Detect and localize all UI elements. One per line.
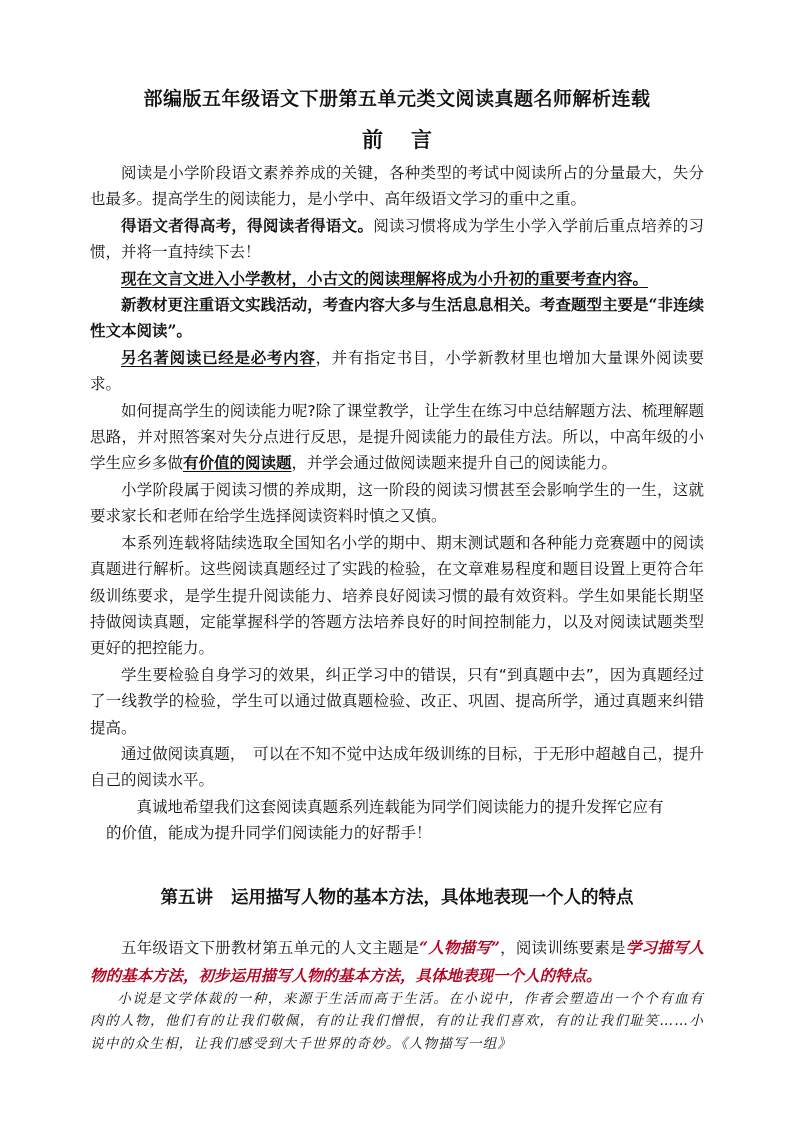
underlined-note: 现在文言文进入小学教材，小古文的阅读理解将成为小升初的重要考查内容。 — [121, 268, 649, 288]
paragraph-4 — [90, 292, 704, 345]
theme-mid: ，阅读训练要素是 — [499, 939, 626, 957]
paragraph-1: 阅读是小学阶段语文素养养成的关键，各种类型的考试中阅读所占的分量最大，失分也最多。提高学生的阅读能力，是小学中、高年级语文学习的重中之重。 — [90, 164, 704, 209]
paragraph-6 — [90, 398, 704, 477]
underlined-valuable: 有价值的阅读题 — [183, 453, 292, 473]
paragraph-2-rest: 阅读习惯将成为学生小学入学前后重点培养的习惯，并将一直持续下去！ — [90, 216, 704, 262]
paragraph-6-c: ，并学会通过做阅读题来提升自己的阅读能力。 — [291, 454, 618, 473]
bold-slogan: 得语文者得高考，得阅读者得语文。 — [121, 215, 374, 235]
paragraph-11-b: 的价值，能成为提升同学们阅读能力的好帮手！ — [106, 824, 432, 843]
paragraph-5-rest: ，并有指定书目，小学新教材里也增加大量课外阅读要求。 — [90, 348, 704, 394]
requirement-highlight: 学习描写人物的基本方法，初步运用描写人物的基本方法，具体地表现一个人的特点。 — [90, 938, 704, 985]
paragraph-5 — [90, 345, 704, 398]
paragraph-9: 学生要检验自身学习的效果，纠正学习中的错误，只有“到真题中去”，因为真题经过了一线教学的检验，学生可以通过做真题检验、改正、巩固、提高所学，通过真题来纠错提高。 — [90, 665, 704, 737]
paragraph-3 — [90, 266, 704, 292]
lecture-number: 第五讲 — [160, 888, 213, 908]
preface-char-2: 言 — [411, 127, 432, 152]
lecture-heading — [0, 884, 794, 909]
paragraph-10: 通过做阅读真题， 可以在不知不觉中达成年级训练的目标，于无形中超越自己，提升自己的阅读水平。 — [90, 744, 704, 790]
unit-theme-paragraph — [90, 934, 704, 990]
lecture-topic: 运用描写人物的基本方法，具体地表现一个人的特点 — [231, 888, 634, 908]
preface-body — [90, 160, 704, 847]
theme-highlight: “人物描写” — [419, 938, 500, 957]
bold-note: 新教材更注重语文实践活动，考查内容大多与生活息息相关。考查题型主要是“非连续性文本阅读”。 — [90, 295, 704, 341]
preface-heading — [0, 124, 794, 154]
paragraph-8: 本系列连载将陆续选取全国知名小学的期中、期末测试题和各种能力竞赛题中的阅读真题进行解析。这些阅读真题经过了实践的检验，在文章难易程度和题目设置上更符合年级训练要求，是学生提升阅读能力、培养良好阅读习惯的最有效资料。学生如果能长期坚持做阅读真题，定能掌握科学的答题方法培养良好的时间控制能力，以及对阅读试题类型更好的把控能力。 — [90, 533, 704, 658]
underlined-classics: 另名著阅读已经是必考内容 — [121, 347, 316, 367]
paragraph-7: 小学阶段属于阅读习惯的养成期，这一阶段的阅读习惯甚至会影响学生的一生，这就要求家长和老师在给学生选择阅读资料时慎之又慎。 — [90, 480, 704, 526]
theme-lead: 五年级语文下册教材第五单元的人文主题是 — [121, 939, 420, 957]
paragraph-2 — [90, 213, 704, 266]
paragraph-11-a: 真诚地希望我们这套阅读真题系列连载能为同学们阅读能力的提升发挥它应有 — [136, 797, 664, 816]
document-title: 部编版五年级语文下册第五单元类文阅读真题名师解析连载 — [143, 88, 651, 110]
novel-intro-paragraph: 小说是文学体裁的一种，来源于生活而高于生活。在小说中，作者会塑造出一个个有血有肉的人物，他们有的让我们敬佩，有的让我们憎恨，有的让我们喜欢，有的让我们耻笑……小说中的众生相，让我们感受到大千世界的奇妙。《人物描写一组》 — [90, 991, 704, 1052]
preface-char-1: 前 — [362, 127, 383, 152]
paragraph-6-a: 如何提高学生的阅读能力呢?除了课堂教学，让学生在练习中总结解题方法、梳理解题思路，并对照答案对失分点进行反思，是提升阅读能力的最佳方法。所以，中高年级的小学生应乡多做 — [90, 401, 704, 473]
